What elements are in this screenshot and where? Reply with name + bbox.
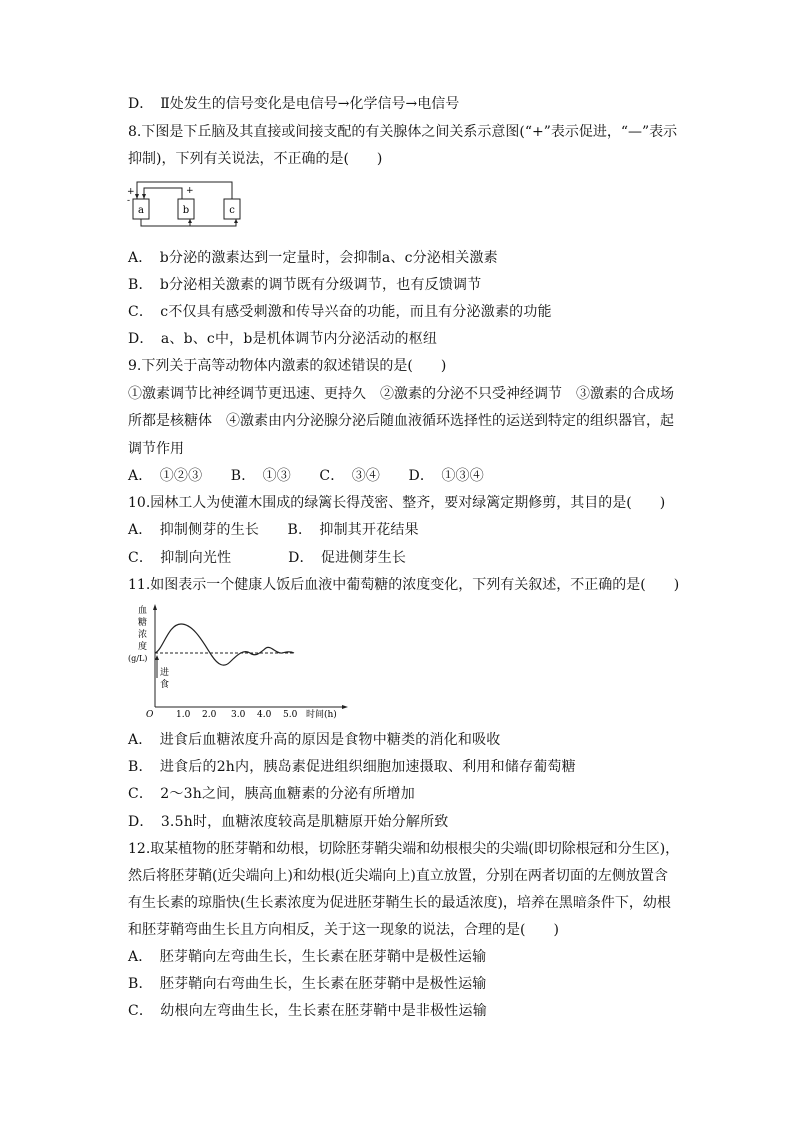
x-tick-1: 1.0 bbox=[176, 710, 191, 720]
q8-option-b: B． b分泌相关激素的调节既有分级调节，也有反馈调节 bbox=[128, 277, 482, 293]
arrow-a-to-b bbox=[141, 219, 190, 226]
y-label-char-4: 度 bbox=[138, 642, 148, 652]
x-tick-5: 5.0 bbox=[283, 710, 298, 720]
q8-gland-diagram bbox=[126, 178, 246, 230]
q8-option-a: A． b分泌的激素达到一定量时，会抑制a、c分泌相关激素 bbox=[128, 250, 498, 266]
minus-sign-a: - bbox=[127, 196, 131, 206]
arrow-b-to-c bbox=[190, 219, 236, 226]
q12-option-c: C． 幼根向左弯曲生长，生长素在胚芽鞘中是非极性运输 bbox=[128, 1003, 487, 1019]
x-tick-4: 4.0 bbox=[257, 710, 272, 720]
box-a-label: a bbox=[138, 205, 144, 216]
q7-option-d: D． Ⅱ处发生的信号变化是电信号→化学信号→电信号 bbox=[128, 96, 460, 112]
arrow-c-to-a bbox=[137, 182, 232, 199]
q9-items-line1: ①激素调节比神经调节更迅速、更持久 ②激素的分泌不只受神经调节 ③激素的合成场 bbox=[128, 386, 674, 402]
q9-items-line3: 调节作用 bbox=[128, 441, 184, 457]
q10-options-cd: C． 抑制向光性 D． 促进侧芽生长 bbox=[128, 550, 407, 566]
q11-option-c: C． 2～3h之间，胰高血糖素的分泌有所增加 bbox=[128, 786, 415, 802]
plus-sign-b: + bbox=[186, 186, 194, 196]
q9-options: A． ①②③ B． ①③ C． ③④ D． ①③④ bbox=[128, 468, 484, 484]
box-c-label: c bbox=[229, 205, 235, 216]
y-label-char-2: 糖 bbox=[138, 618, 148, 628]
box-b-label: b bbox=[182, 205, 190, 216]
eat-label-char-2: 食 bbox=[160, 680, 170, 690]
q12-option-a: A． 胚芽鞘向左弯曲生长，生长素在胚芽鞘中是极性运输 bbox=[128, 949, 487, 965]
q10-options-ab: A． 抑制侧芽的生长 B． 抑制其开花结果 bbox=[128, 522, 419, 538]
q12-stem-line4: 和胚芽鞘弯曲生长且方向相反，关于这一现象的说法，合理的是( ) bbox=[128, 922, 559, 938]
q8-stem-line2: 抑制)，下列有关说法，不正确的是( ) bbox=[128, 151, 383, 167]
y-label-char-3: 浓 bbox=[138, 630, 148, 640]
q12-stem-line1: 12.取某植物的胚芽鞘和幼根，切除胚芽鞘尖端和幼根根尖的尖端(即切除根冠和分生区)， bbox=[128, 841, 680, 857]
q8-option-d: D． a、b、c中，b是机体调节内分泌活动的枢纽 bbox=[128, 331, 438, 347]
q11-blood-sugar-graph bbox=[126, 602, 356, 720]
y-label-unit: (g/L) bbox=[128, 654, 148, 663]
plus-sign-a: + bbox=[127, 187, 135, 197]
q11-option-d: D． 3.5h时，血糖浓度较高是肌糖原开始分解所致 bbox=[128, 814, 449, 830]
q11-option-b: B． 进食后的2h内，胰岛素促进组织细胞加速摄取、利用和储存葡萄糖 bbox=[128, 759, 576, 775]
q12-option-b: B． 胚芽鞘向右弯曲生长，生长素在胚芽鞘中是极性运输 bbox=[128, 976, 487, 992]
x-tick-3: 3.0 bbox=[231, 710, 246, 720]
q9-items-line2: 所都是核糖体 ④激素由内分泌腺分泌后随血液循环选择性的运送到特定的组织器官，起 bbox=[128, 413, 674, 429]
origin-label: O bbox=[146, 710, 154, 720]
q11-option-a: A． 进食后血糖浓度升高的原因是食物中糖类的消化和吸收 bbox=[128, 732, 501, 748]
q9-stem: 9.下列关于高等动物体内激素的叙述错误的是( ) bbox=[128, 358, 447, 374]
blood-sugar-curve bbox=[155, 624, 294, 665]
eat-label-char-1: 进 bbox=[160, 668, 170, 678]
q8-option-c: C． c不仅具有感受刺激和传导兴奋的功能，而且有分泌激素的功能 bbox=[128, 304, 552, 320]
q12-stem-line3: 有生长素的琼脂快(生长素浓度为促进胚芽鞘生长的最适浓度)，培养在黑暗条件下，幼根 bbox=[128, 895, 671, 911]
x-tick-2: 2.0 bbox=[202, 710, 217, 720]
q11-stem: 11.如图表示一个健康人饭后血液中葡萄糖的浓度变化，下列有关叙述，不正确的是( ) bbox=[128, 577, 680, 593]
q10-stem: 10.园林工人为使灌木围成的绿篱长得茂密、整齐，要对绿篱定期修剪，其目的是( ) bbox=[128, 495, 666, 511]
y-label-char-1: 血 bbox=[138, 606, 148, 616]
arrow-b-to-a bbox=[144, 188, 182, 199]
q12-stem-line2: 然后将胚芽鞘(近尖端向上)和幼根(近尖端向上)直立放置，分别在两者切面的左侧放置含 bbox=[128, 868, 668, 884]
q8-stem-line1: 8.下图是下丘脑及其直接或间接支配的有关腺体之间关系示意图(“+”表示促进，“—”表示 bbox=[128, 124, 678, 140]
x-axis-label: 时间(h) bbox=[306, 710, 337, 720]
